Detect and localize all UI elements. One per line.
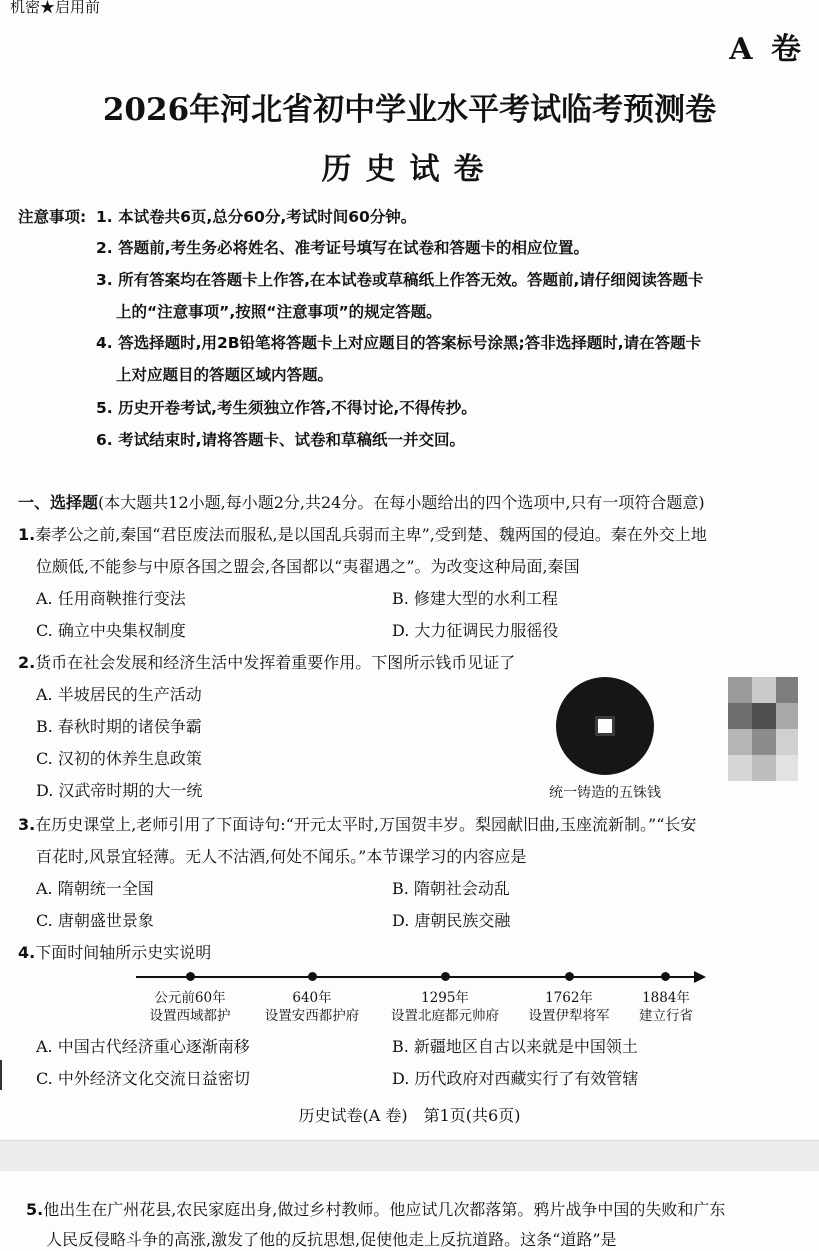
note-item: 6. 考试结束时,请将答题卡、试卷和草稿纸一并交回。 bbox=[96, 431, 465, 449]
option-b: B. 隋朝社会动乱 bbox=[392, 879, 510, 898]
timeline-point bbox=[186, 972, 195, 981]
question-number: 5. bbox=[26, 1200, 44, 1219]
question-text: 百花时,风景宜轻薄。无人不沽酒,何处不闻乐。”本节课学习的内容应是 bbox=[36, 847, 527, 866]
timeline-year: 1295年 bbox=[421, 990, 469, 1006]
question-number: 1. bbox=[18, 525, 36, 544]
note-item: 5. 历史开卷考试,考生须独立作答,不得讨论,不得传抄。 bbox=[96, 399, 477, 417]
blurred-qr-code bbox=[728, 677, 798, 781]
coin-caption: 统一铸造的五铢钱 bbox=[549, 785, 661, 801]
question-4 bbox=[18, 940, 211, 963]
question-3 bbox=[18, 812, 696, 835]
note-item: 1. 本试卷共6页,总分60分,考试时间60分钟。 bbox=[96, 208, 417, 226]
timeline-event: 建立行省 bbox=[639, 1008, 693, 1024]
page-edge-mark bbox=[0, 1060, 2, 1090]
option-a: A. 任用商鞅推行变法 bbox=[36, 589, 186, 608]
exam-title: 2026年河北省初中学业水平考试临考预测卷 bbox=[102, 92, 717, 128]
note-item: 2. 答题前,考生务必将姓名、准考证号填写在试卷和答题卡的相应位置。 bbox=[96, 239, 589, 257]
timeline-event: 设置西域都护 bbox=[149, 1008, 231, 1024]
option-d: D. 大力征调民力服徭役 bbox=[392, 621, 559, 640]
option-d: D. 唐朝民族交融 bbox=[392, 911, 511, 930]
option-c: C. 中外经济文化交流日益密切 bbox=[36, 1069, 250, 1088]
option-c: C. 唐朝盛世景象 bbox=[36, 911, 154, 930]
timeline-point bbox=[308, 972, 317, 981]
timeline-point bbox=[441, 972, 450, 981]
timeline-event: 设置安西都护府 bbox=[264, 1008, 360, 1024]
option-b: B. 修建大型的水利工程 bbox=[392, 589, 558, 608]
timeline-year: 公元前60年 bbox=[154, 990, 226, 1006]
option-a: A. 隋朝统一全国 bbox=[36, 879, 154, 898]
timeline-event: 设置北庭都元帅府 bbox=[391, 1008, 499, 1024]
question-5 bbox=[26, 1197, 725, 1220]
option-a: A. 中国古代经济重心逐渐南移 bbox=[36, 1037, 250, 1056]
section-description: (本大题共12小题,每小题2分,共24分。在每小题给出的四个选项中,只有一项符合题意) bbox=[98, 493, 705, 512]
question-text: 人民反侵略斗争的高涨,激发了他的反抗思想,促使他走上反抗道路。这条“道路”是 bbox=[46, 1230, 617, 1249]
paper-version-label: A 卷 bbox=[729, 32, 805, 67]
timeline-year: 1884年 bbox=[642, 990, 690, 1006]
note-item: 上对应题目的答题区域内答题。 bbox=[116, 366, 334, 384]
option-c: C. 确立中央集权制度 bbox=[36, 621, 186, 640]
timeline-year: 640年 bbox=[292, 990, 332, 1006]
notes-label: 注意事项: bbox=[18, 208, 87, 226]
timeline-event: 设置伊犁将军 bbox=[528, 1008, 610, 1024]
section-heading bbox=[18, 490, 705, 513]
question-text: 货币在社会发展和经济生活中发挥着重要作用。下图所示钱币见证了 bbox=[35, 653, 516, 672]
question-number: 4. bbox=[18, 943, 36, 962]
page-separator bbox=[0, 1140, 819, 1172]
option-a: A. 半坡居民的生产活动 bbox=[36, 685, 202, 704]
note-item: 4. 答选择题时,用2B铅笔将答题卡上对应题目的答案标号涂黑;答非选择题时,请在答题卡 bbox=[96, 334, 702, 352]
option-b: B. 春秋时期的诸侯争霸 bbox=[36, 717, 202, 736]
question-number: 2. bbox=[18, 653, 36, 672]
note-item: 3. 所有答案均在答题卡上作答,在本试卷或草稿纸上作答无效。答题前,请仔细阅读答题卡 bbox=[96, 271, 704, 289]
timeline-point bbox=[661, 972, 670, 981]
option-d: D. 汉武帝时期的大一统 bbox=[36, 781, 203, 800]
question-text: 下面时间轴所示史实说明 bbox=[35, 943, 212, 962]
question-text: 在历史课堂上,老师引用了下面诗句:“开元太平时,万国贺丰岁。梨园献旧曲,玉座流新制。”“长安 bbox=[35, 815, 697, 834]
note-item: 上的“注意事项”,按照“注意事项”的规定答题。 bbox=[116, 303, 442, 321]
option-d: D. 历代政府对西藏实行了有效管辖 bbox=[392, 1069, 639, 1088]
question-2 bbox=[18, 650, 515, 673]
section-title: 一、选择题 bbox=[18, 493, 99, 512]
question-text: 位颇低,不能参与中原各国之盟会,各国都以“夷翟遇之”。为改变这种局面,秦国 bbox=[36, 557, 580, 576]
question-text: 他出生在广州花县,农民家庭出身,做过乡村教师。他应试几次都落第。鸦片战争中国的失败和广东 bbox=[43, 1200, 726, 1219]
option-b: B. 新疆地区自古以来就是中国领土 bbox=[392, 1037, 638, 1056]
page-footer: 历史试卷(A 卷) 第1页(共6页) bbox=[298, 1106, 521, 1125]
question-1 bbox=[18, 522, 707, 545]
question-text: 秦孝公之前,秦国“君臣废法而服私,是以国乱兵弱而主卑”,受到楚、魏两国的侵迫。秦在外交上地 bbox=[35, 525, 707, 544]
timeline-point bbox=[565, 972, 574, 981]
timeline-axis bbox=[136, 976, 696, 978]
timeline-arrow-icon bbox=[694, 971, 706, 983]
question-number: 3. bbox=[18, 815, 36, 834]
exam-page-2 bbox=[0, 1171, 819, 1251]
option-c: C. 汉初的休养生息政策 bbox=[36, 749, 202, 768]
timeline-year: 1762年 bbox=[545, 990, 593, 1006]
wuzhu-coin-image bbox=[556, 677, 654, 775]
confidential-label: 机密★启用前 bbox=[10, 0, 101, 16]
subject-title: 历史试卷 bbox=[321, 152, 498, 187]
